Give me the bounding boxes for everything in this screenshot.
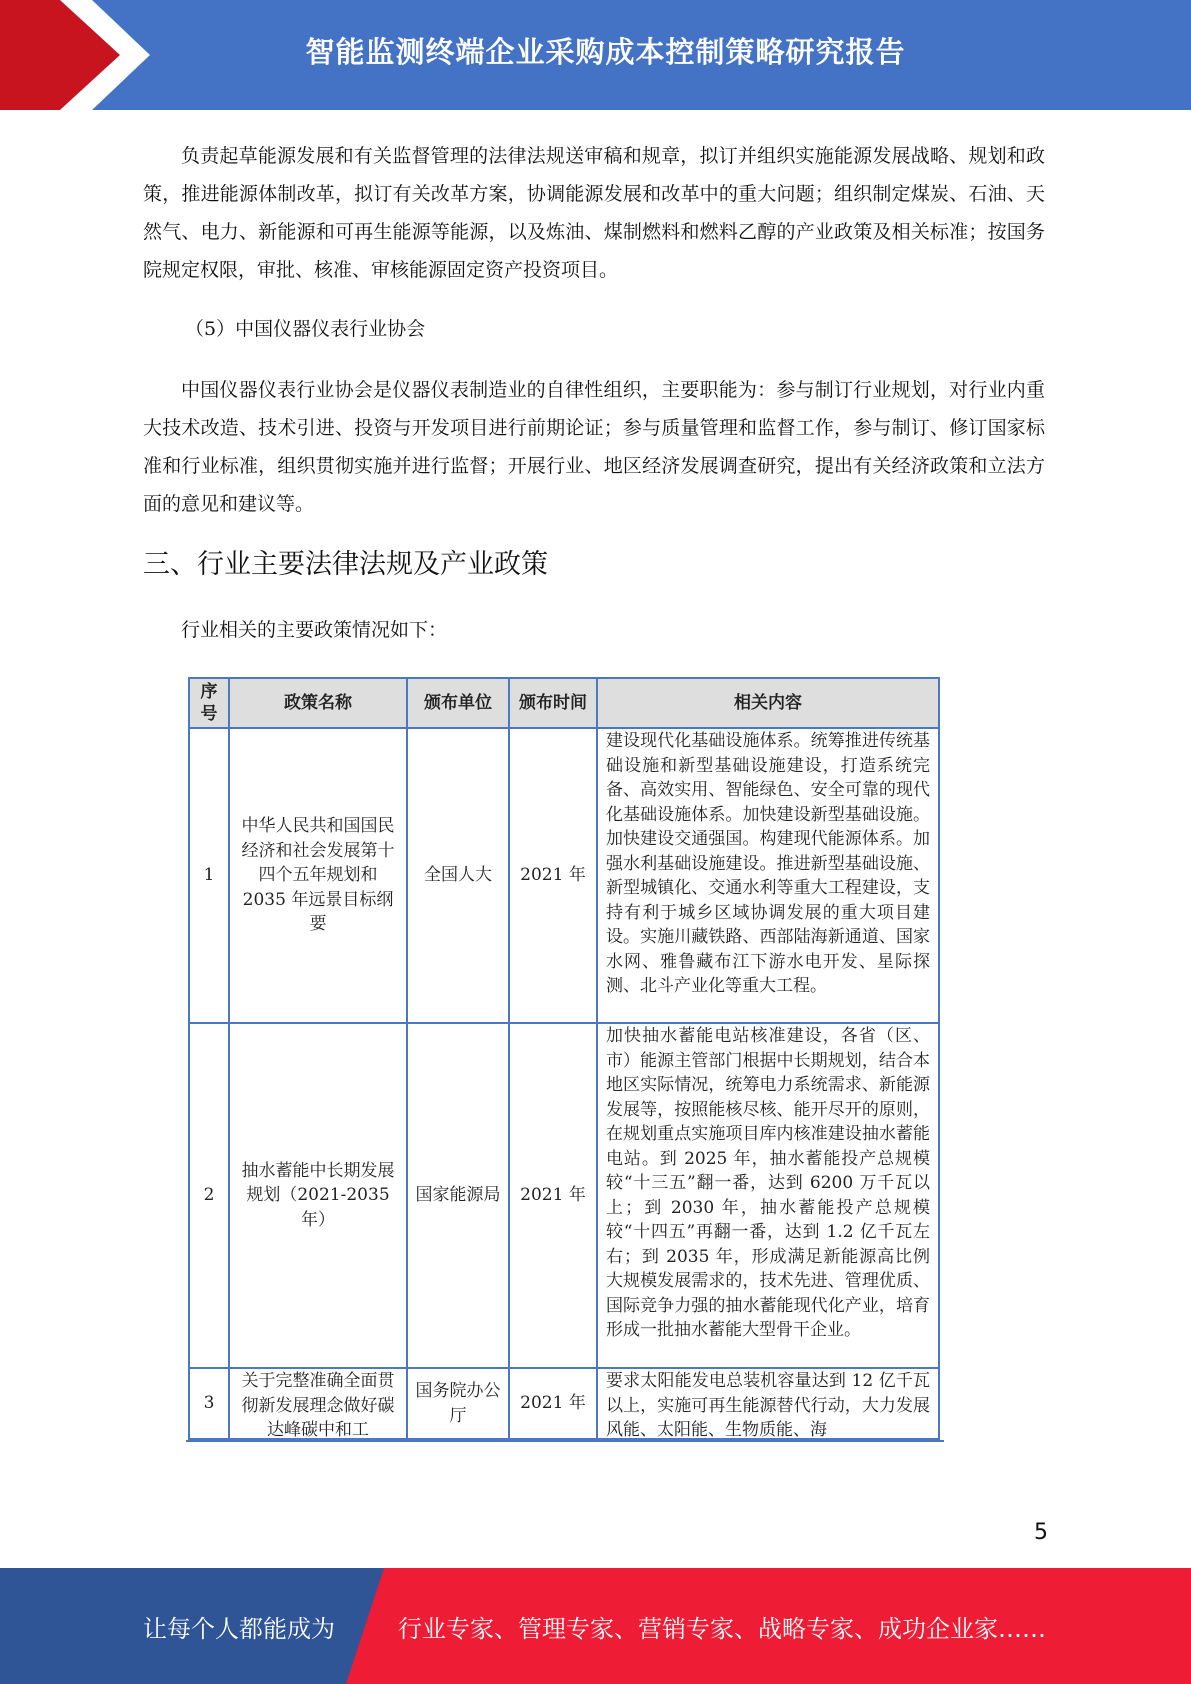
page-number: 5 — [1034, 1520, 1048, 1545]
table-header-row — [189, 678, 939, 728]
page-footer — [0, 1568, 1191, 1684]
report-title: 智能监测终端企业采购成本控制策略研究报告 — [305, 34, 906, 69]
header-content: 相关内容 — [597, 678, 939, 728]
cell-name-text: 关于完整准确全面贯彻新发展理念做好碳达峰碳中和工 — [241, 1371, 395, 1438]
header-name: 政策名称 — [229, 678, 407, 728]
table-intro: 行业相关的主要政策情况如下： — [181, 619, 448, 641]
header-issuer: 颁布单位 — [407, 678, 509, 728]
page-header — [0, 0, 1191, 110]
cell-name: 中华人民共和国国民经济和社会发展第十四个五年规划和 2035 年远景目标纲要 — [229, 728, 407, 1023]
cell-content: 建设现代化基础设施体系。统筹推进传统基础设施和新型基础设施建设，打造系统完备、高效实用、智能绿色、安全可靠的现代化基础设施体系。加快建设新型基础设施。加快建设交通强国。构建现代能源体系。加强水利基础设施建设。推进新型基础设施、新型城镇化、交通水利等重大工程建设，支持有利于城乡区域协调发展的重大项目建设。实施川藏铁路、西部陆海新通道、国家水网、雅鲁藏布江下游水电开发、星际探测、北斗产业化等重大工程。 — [597, 728, 939, 1023]
table-row — [189, 1368, 939, 1439]
table-row — [189, 728, 939, 1023]
cell-content — [597, 1368, 939, 1439]
header-date: 颁布时间 — [509, 678, 597, 728]
section-heading: 三、行业主要法律法规及产业政策 — [143, 549, 548, 580]
table-bottom-rule — [186, 1440, 944, 1442]
cell-name: 抽水蓄能中长期发展规划（2021-2035 年） — [229, 1023, 407, 1368]
cell-name — [229, 1368, 407, 1439]
cell-issuer: 全国人大 — [407, 728, 509, 1023]
paragraph-energy-duties: 负责起草能源发展和有关监督管理的法律法规送审稿和规章，拟订并组织实施能源发展战略、规划和政策，推进能源体制改革，拟订有关改革方案，协调能源发展和改革中的重大问题；组织制定煤炭、石油、天然气、电力、新能源和可再生能源等能源，以及炼油、煤制燃料和燃料乙醇的产业政策及相关标准；按国务院规定权限，审批、核准、审核能源固定资产投资项目。 — [143, 145, 1045, 281]
cell-issuer: 国家能源局 — [407, 1023, 509, 1368]
cell-date: 2021 年 — [509, 1023, 597, 1368]
cell-content-text: 要求太阳能发电总装机容量达到 12 亿千瓦以上，实施可再生能源替代行动，大力发展风能、太阳能、生物质能、海 — [606, 1371, 930, 1438]
policy-table — [188, 677, 940, 1440]
cell-no: 2 — [189, 1023, 229, 1368]
footer-slogan-right: 行业专家、管理专家、营销专家、战略专家、成功企业家…… — [398, 1614, 1046, 1643]
cell-no: 3 — [189, 1368, 229, 1439]
subheading-instrument-association: （5）中国仪器仪表行业协会 — [185, 318, 426, 340]
cell-issuer: 国务院办公厅 — [407, 1368, 509, 1439]
cell-no: 1 — [189, 728, 229, 1023]
cell-date: 2021 年 — [509, 728, 597, 1023]
footer-slogan-left: 让每个人都能成为 — [143, 1614, 335, 1643]
cell-date: 2021 年 — [509, 1368, 597, 1439]
cell-content: 加快抽水蓄能电站核准建设，各省（区、市）能源主管部门根据中长期规划，结合本地区实际情况，统筹电力系统需求、新能源发展等，按照能核尽核、能开尽开的原则，在规划重点实施项目库内核准建设抽水蓄能电站。到 2025 年，抽水蓄能投产总规模较“十三五”翻一番，达到 6200 万千瓦以上；到 2030 年，抽水蓄能投产总规模较“十四五”再翻一番，达到 1.2 亿千瓦左右；到 2035 年，形成满足新能源高比例大规模发展需求的，技术先进、管理优质、国际竞争力强的抽水蓄能现代化产业，培育形成一批抽水蓄能大型骨干企业。 — [597, 1023, 939, 1368]
header-no: 序号 — [189, 678, 229, 728]
paragraph-association-duties: 中国仪器仪表行业协会是仪器仪表制造业的自律性组织，主要职能为：参与制订行业规划，对行业内重大技术改造、技术引进、投资与开发项目进行前期论证；参与质量管理和监督工作，参与制订、修订国家标准和行业标准，组织贯彻实施并进行监督；开展行业、地区经济发展调查研究，提出有关经济政策和立法方面的意见和建议等。 — [143, 379, 1045, 515]
table-row — [189, 1023, 939, 1368]
